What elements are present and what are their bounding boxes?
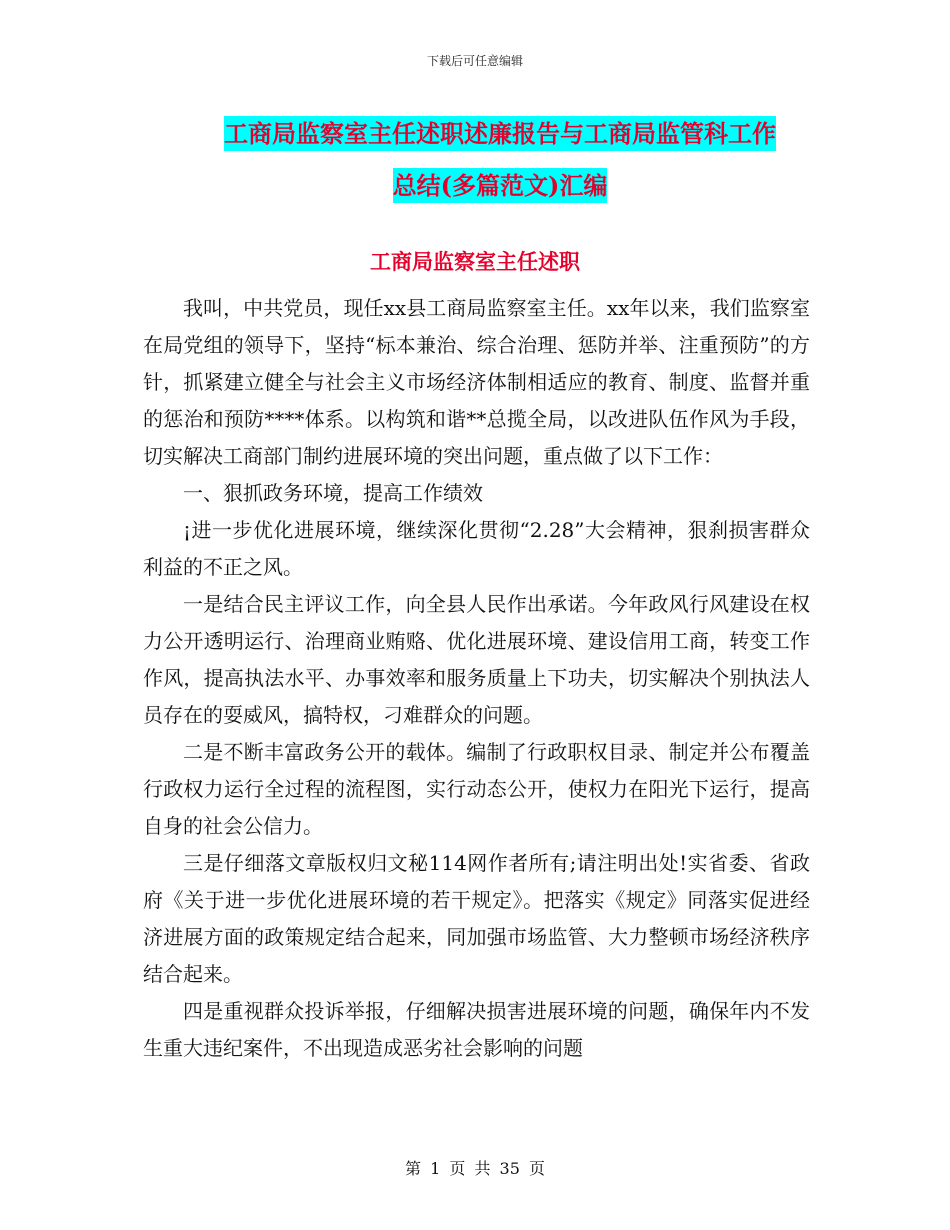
paragraph: 二是不断丰富政务公开的载体。编制了行政职权目录、制定并公布覆盖行政权力运行全过程的流程图，实行动态公开，使权力在阳光下运行，提高自身的社会公信力。 (143, 740, 810, 838)
document-title (140, 108, 860, 212)
section-title: 工商局监察室主任述职 (370, 249, 580, 274)
document-body (143, 290, 810, 1067)
paragraph: ¡进一步优化进展环境，继续深化贯彻“2.28”大会精神，狠刹损害群众利益的不正之风。 (143, 518, 810, 579)
title-line-2: 总结(多篇范文)汇编 (393, 168, 608, 203)
paragraph: 三是仔细落文章版权归文秘114网作者所有;请注明出处!实省委、省政府《关于进一步优化进展环境的若干规定》。把落实《规定》同落实促进经济进展方面的政策规定结合起来，同加强市场监管、大力整顿市场经济秩序结合起来。 (143, 851, 810, 986)
title-line-1: 工商局监察室主任述职述廉报告与工商局监管科工作 (224, 116, 776, 151)
page-number-footer: 第 1 页 共 35 页 (405, 1159, 545, 1178)
paragraph: 一是结合民主评议工作，向全县人民作出承诺。今年政风行风建设在权力公开透明运行、治理商业贿赂、优化进展环境、建设信用工商，转变工作作风，提高执法水平、办事效率和服务质量上下功夫，切实解决个别执法人员存在的耍威风，搞特权，刁难群众的问题。 (143, 592, 810, 727)
page-header-note: 下载后可任意编辑 (426, 54, 523, 68)
paragraph-heading: 一、狠抓政务环境，提高工作绩效 (183, 481, 483, 505)
paragraph: 四是重视群众投诉举报，仔细解决损害进展环境的问题，确保年内不发生重大违纪案件，不出现造成恶劣社会影响的问题 (143, 999, 810, 1060)
paragraph: 我叫，中共党员，现任xx县工商局监察室主任。xx年以来，我们监察室在局党组的领导下，坚持“标本兼治、综合治理、惩防并举、注重预防”的方针，抓紧建立健全与社会主义市场经济体制相适应的教育、制度、监督并重的惩治和预防****体系。以构筑和谐**总揽全局，以改进队伍作风为手段，切实解决工商部门制约进展环境的突出问题，重点做了以下工作： (143, 296, 810, 468)
